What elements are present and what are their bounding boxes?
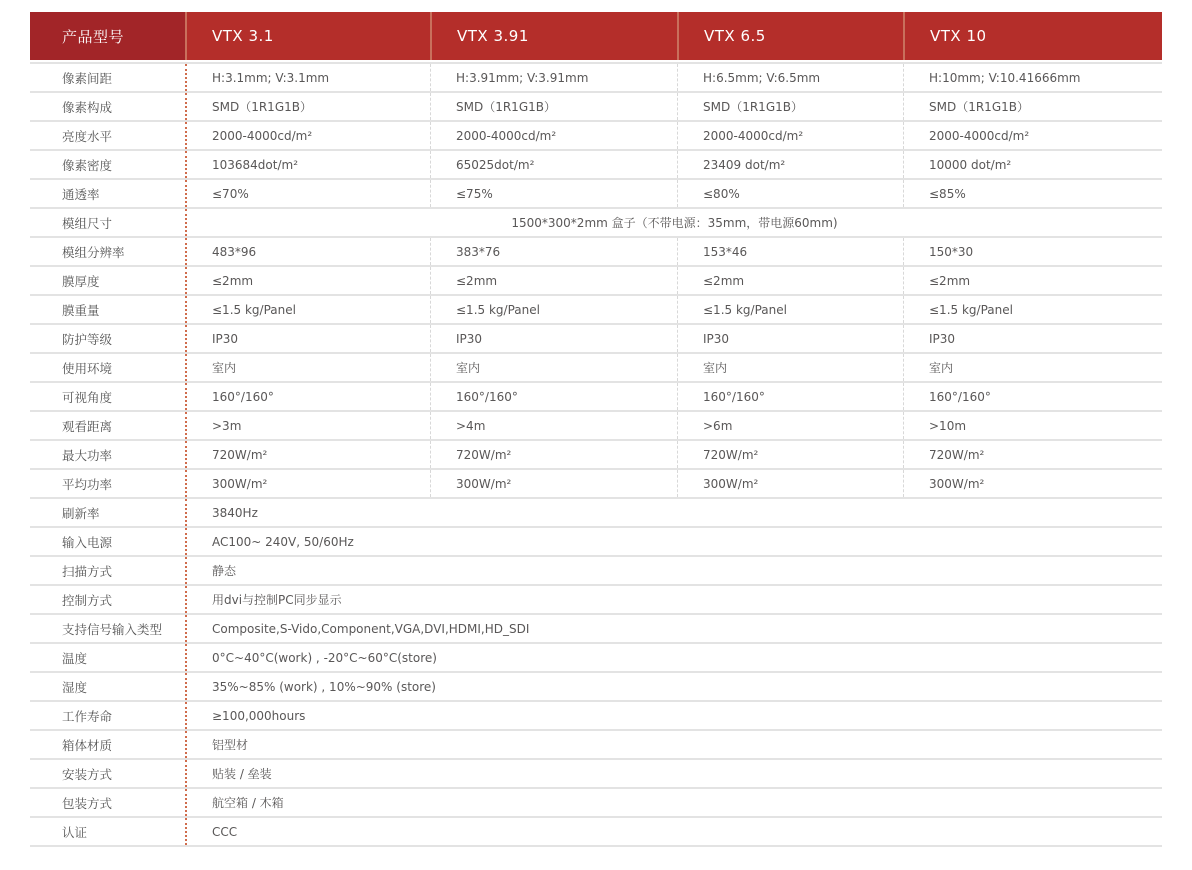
spec-label: 观看距离 [62, 418, 113, 434]
spec-label: 工作寿命 [62, 708, 113, 724]
spec-label: 防护等级 [62, 331, 113, 347]
spec-row [30, 760, 1162, 789]
spec-row [30, 557, 1162, 586]
spec-label: 扫描方式 [62, 563, 113, 579]
spec-value: SMD（1R1G1B） [903, 93, 1162, 120]
spec-value: 300W/m² [212, 476, 268, 491]
spec-value: 160°/160° [677, 383, 903, 410]
spec-row [30, 325, 1162, 354]
spec-value: ≤85% [903, 180, 1162, 207]
spec-row [30, 122, 1162, 151]
table-header-row [30, 12, 1162, 60]
spec-value: SMD（1R1G1B） [430, 93, 677, 120]
header-cell-vtx-6-5: VTX 6.5 [677, 12, 903, 60]
spec-row [30, 354, 1162, 383]
spec-row [30, 499, 1162, 528]
spec-values-area [185, 325, 1162, 352]
spec-values-area [185, 383, 1162, 410]
spec-value: IP30 [903, 325, 1162, 352]
spec-row [30, 731, 1162, 760]
spec-value: >4m [430, 412, 677, 439]
spec-value: H:10mm; V:10.41666mm [903, 64, 1162, 91]
spec-value: IP30 [430, 325, 677, 352]
spec-value: >10m [903, 412, 1162, 439]
spec-label: 控制方式 [62, 592, 113, 608]
spec-values-area [185, 180, 1162, 207]
spec-values-area [185, 644, 1162, 671]
spec-row [30, 267, 1162, 296]
spec-value: AC100~ 240V, 50/60Hz [212, 534, 354, 549]
spec-value: ≤1.5 kg/Panel [430, 296, 677, 323]
spec-values-area [185, 731, 1162, 758]
spec-label: 刷新率 [62, 505, 100, 521]
spec-row [30, 528, 1162, 557]
spec-label: 像素间距 [62, 70, 113, 86]
spec-value: IP30 [212, 331, 239, 346]
spec-value: 2000-4000cd/m² [903, 122, 1162, 149]
spec-value: 160°/160° [903, 383, 1162, 410]
spec-value: ≤2mm [212, 273, 254, 288]
spec-label: 像素构成 [62, 99, 113, 115]
spec-values-area [185, 586, 1162, 613]
spec-label: 膜重量 [62, 302, 100, 318]
spec-value: ≤1.5 kg/Panel [212, 302, 296, 317]
spec-value: 300W/m² [430, 470, 677, 497]
spec-value: 室内 [430, 354, 677, 381]
spec-value: 室内 [677, 354, 903, 381]
spec-values-area [185, 64, 1162, 91]
spec-value: 720W/m² [677, 441, 903, 468]
spec-row [30, 702, 1162, 731]
spec-value: 300W/m² [677, 470, 903, 497]
spec-values-area [185, 122, 1162, 149]
spec-value: 贴装 / 垒装 [212, 767, 272, 781]
spec-row [30, 238, 1162, 267]
spec-value: 2000-4000cd/m² [212, 128, 313, 143]
spec-value: ≤75% [430, 180, 677, 207]
spec-value: IP30 [677, 325, 903, 352]
spec-row [30, 818, 1162, 847]
spec-values-area [185, 267, 1162, 294]
spec-row [30, 64, 1162, 93]
spec-value: 静态 [212, 564, 237, 578]
spec-label: 最大功率 [62, 447, 113, 463]
spec-value: ≤80% [677, 180, 903, 207]
spec-values-area [185, 615, 1162, 642]
spec-values-area [185, 470, 1162, 497]
spec-values-area [185, 441, 1162, 468]
spec-row [30, 470, 1162, 499]
spec-row [30, 644, 1162, 673]
spec-value: 10000 dot/m² [903, 151, 1162, 178]
spec-value: 3840Hz [212, 505, 258, 520]
spec-value: 1500*300*2mm 盒子（不带电源：35mm，带电源60mm) [511, 216, 838, 230]
header-cell-vtx-10: VTX 10 [903, 12, 1162, 60]
spec-value: ≤1.5 kg/Panel [677, 296, 903, 323]
spec-label: 使用环境 [62, 360, 113, 376]
spec-values-area [185, 93, 1162, 120]
spec-label: 亮度水平 [62, 128, 113, 144]
spec-label: 可视角度 [62, 389, 113, 405]
spec-value: 720W/m² [903, 441, 1162, 468]
spec-label: 湿度 [62, 679, 88, 695]
spec-value: 160°/160° [212, 389, 274, 404]
product-spec-table [30, 12, 1162, 847]
spec-value: ≤2mm [430, 267, 677, 294]
spec-values-area [185, 412, 1162, 439]
spec-label: 平均功率 [62, 476, 113, 492]
spec-value: SMD（1R1G1B） [212, 100, 312, 114]
spec-label: 像素密度 [62, 157, 113, 173]
header-cell-vtx-3-1: VTX 3.1 [185, 12, 430, 60]
spec-row [30, 296, 1162, 325]
spec-value: ≤2mm [677, 267, 903, 294]
spec-values-area [185, 499, 1162, 526]
spec-value: 室内 [212, 361, 237, 375]
spec-row [30, 93, 1162, 122]
spec-label: 模组尺寸 [62, 215, 113, 231]
spec-value: 2000-4000cd/m² [430, 122, 677, 149]
spec-value: 720W/m² [212, 447, 268, 462]
spec-value: H:6.5mm; V:6.5mm [677, 64, 903, 91]
spec-row [30, 209, 1162, 238]
spec-value: ≤70% [212, 186, 249, 201]
spec-value: 铝型材 [212, 738, 249, 752]
spec-values-area [185, 673, 1162, 700]
spec-value: 2000-4000cd/m² [677, 122, 903, 149]
spec-value: 720W/m² [430, 441, 677, 468]
spec-value: 103684dot/m² [212, 157, 299, 172]
spec-value: SMD（1R1G1B） [677, 93, 903, 120]
spec-value: 航空箱 / 木箱 [212, 796, 284, 810]
spec-row [30, 383, 1162, 412]
spec-label: 模组分辨率 [62, 244, 125, 260]
spec-values-area [185, 238, 1162, 265]
spec-value: H:3.1mm; V:3.1mm [212, 70, 330, 85]
spec-label: 认证 [62, 824, 88, 840]
spec-values-area [185, 354, 1162, 381]
spec-value: ≤2mm [903, 267, 1162, 294]
spec-row [30, 441, 1162, 470]
spec-values-area [185, 557, 1162, 584]
spec-value: H:3.91mm; V:3.91mm [430, 64, 677, 91]
spec-values-area [185, 789, 1162, 816]
spec-label: 包装方式 [62, 795, 113, 811]
table-body [30, 62, 1162, 847]
spec-values-area [185, 296, 1162, 323]
spec-label: 温度 [62, 650, 88, 666]
spec-values-area [185, 818, 1162, 845]
spec-value: 0°C~40°C(work) , -20°C~60°C(store) [212, 650, 437, 665]
spec-row [30, 412, 1162, 441]
spec-label: 安装方式 [62, 766, 113, 782]
spec-value: Composite,S-Vido,Component,VGA,DVI,HDMI,HD_SDI [212, 621, 530, 636]
spec-value: ≤1.5 kg/Panel [903, 296, 1162, 323]
spec-values-area [185, 151, 1162, 178]
spec-row [30, 615, 1162, 644]
spec-value: 483*96 [212, 244, 257, 259]
spec-value: 160°/160° [430, 383, 677, 410]
spec-label: 输入电源 [62, 534, 113, 550]
spec-values-area [185, 702, 1162, 729]
spec-row [30, 180, 1162, 209]
spec-value: 383*76 [430, 238, 677, 265]
spec-row [30, 673, 1162, 702]
spec-value: 用dvi与控制PC同步显示 [212, 593, 342, 607]
spec-value: ≥100,000hours [212, 708, 306, 723]
spec-value: 23409 dot/m² [677, 151, 903, 178]
spec-value: 65025dot/m² [430, 151, 677, 178]
spec-row [30, 789, 1162, 818]
spec-row [30, 151, 1162, 180]
spec-value: 153*46 [677, 238, 903, 265]
spec-value: 150*30 [903, 238, 1162, 265]
spec-label: 膜厚度 [62, 273, 100, 289]
spec-values-area [185, 209, 1162, 236]
spec-label: 支持信号输入类型 [62, 621, 163, 637]
spec-values-area [185, 760, 1162, 787]
header-cell-product-model: 产品型号 [30, 12, 185, 60]
spec-value: 室内 [903, 354, 1162, 381]
spec-value: >6m [677, 412, 903, 439]
spec-value: 35%~85% (work) , 10%~90% (store) [212, 679, 436, 694]
spec-value: CCC [212, 824, 238, 839]
spec-value: >3m [212, 418, 242, 433]
spec-label: 箱体材质 [62, 737, 113, 753]
header-cell-vtx-3-91: VTX 3.91 [430, 12, 677, 60]
spec-label: 通透率 [62, 186, 100, 202]
spec-row [30, 586, 1162, 615]
spec-values-area [185, 528, 1162, 555]
spec-value: 300W/m² [903, 470, 1162, 497]
